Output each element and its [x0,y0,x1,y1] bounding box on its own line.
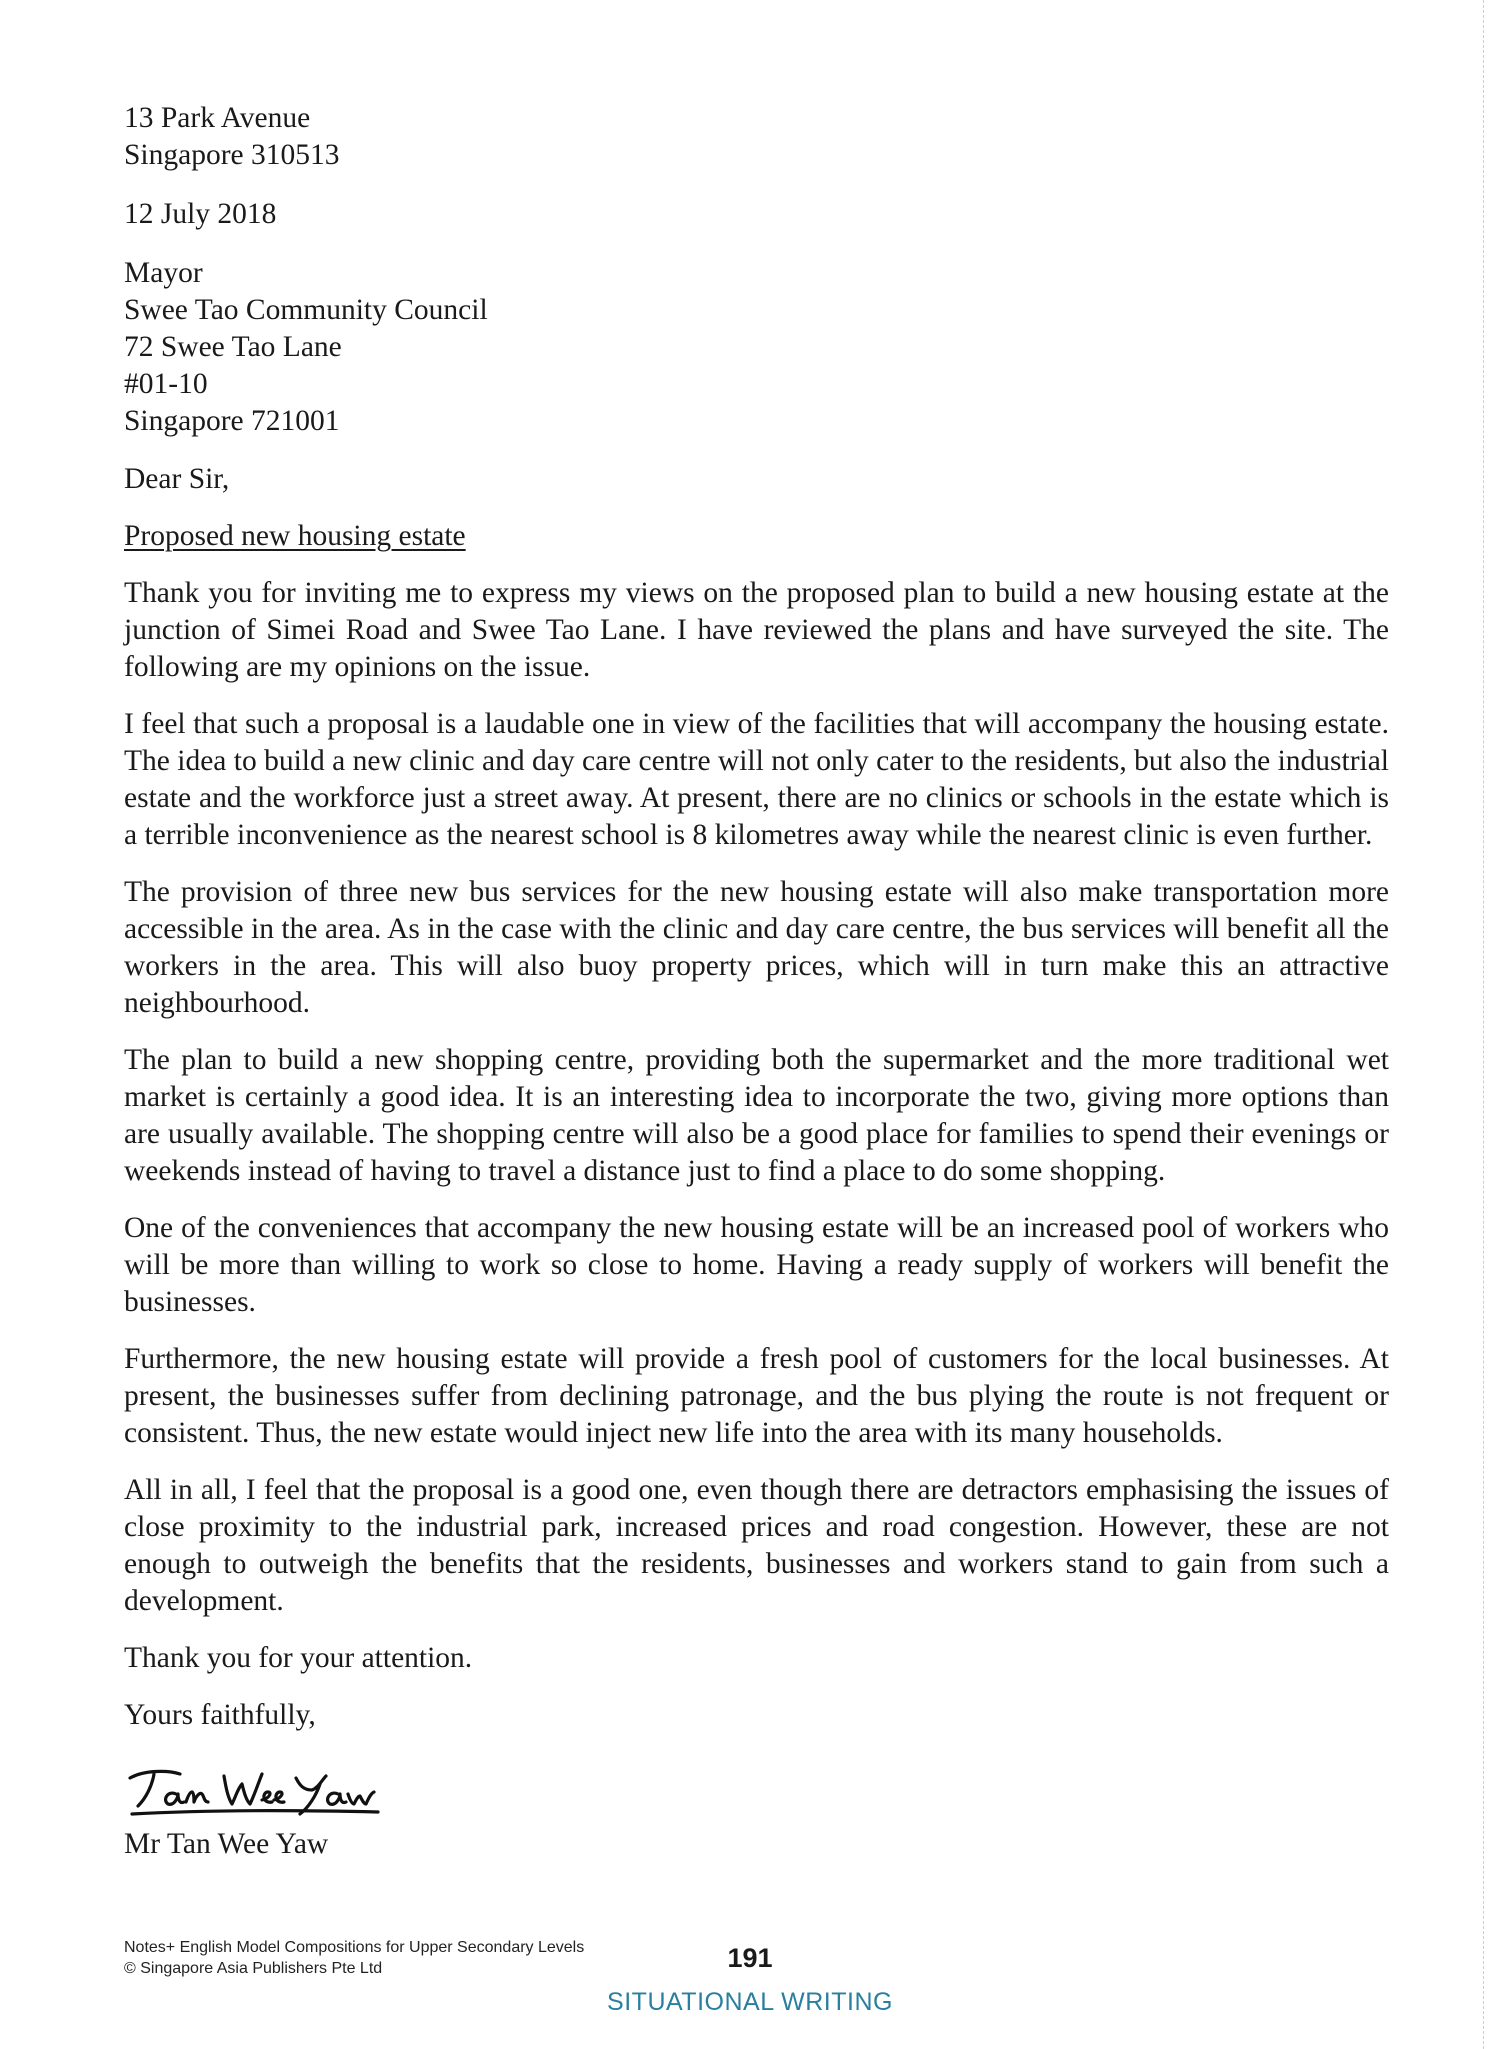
book-title: Notes+ English Model Compositions for Upper Secondary Levels [124,1939,585,1956]
page-number: 191 [727,1943,773,1973]
body-paragraph: One of the conveniences that accompany the new housing estate will be an increased pool of workers who will be more than willing to work so close to home. Having a ready supply of workers will benefit the businesses. [124,1212,1389,1318]
recipient-address [124,255,1389,440]
salutation: Dear Sir, [124,463,230,495]
closing-line: Thank you for your attention. [124,1642,473,1674]
recipient-address-line: Mayor [124,257,203,289]
body-paragraph: The plan to build a new shopping centre, providing both the supermarket and the more traditional wet market is certainly a good idea. It is an interesting idea to incorporate the two, giving more options than are usually available. The shopping centre will also be a good place for families to spend their evenings or weekends instead of having to travel a distance just to find a place to do some shopping. [124,1044,1389,1187]
body-paragraph: All in all, I feel that the proposal is a good one, even though there are detractors emphasising the issues of close proximity to the industrial park, increased prices and road congestion. However, these are not enough to outweigh the benefits that the residents, businesses and workers stand to gain from such a development. [124,1474,1389,1617]
recipient-address-line: #01-10 [124,368,208,400]
body-paragraph: I feel that such a proposal is a laudable one in view of the facilities that will accompany the housing estate. The idea to build a new clinic and day care centre will not only cater to the residents, but also the industrial estate and the workforce just a street away. At present, there are no clinics or schools in the estate which is a terrible inconvenience as the nearest school is 8 kilometres away while the nearest clinic is even further. [124,708,1389,851]
recipient-address-line: Swee Tao Community Council [124,294,488,326]
signature-icon [124,1756,384,1820]
sender-address [124,100,1389,174]
letter-date: 12 July 2018 [124,198,277,230]
handwritten-signature [124,1756,1389,1820]
letter [124,100,1389,1863]
page-edge-divider [1483,0,1484,2049]
sender-address-line: Singapore 310513 [124,139,340,171]
body-paragraph: Thank you for inviting me to express my views on the proposed plan to build a new housing estate at the junction of Simei Road and Swee Tao Lane. I have reviewed the plans and have surveyed the site. The following are my opinions on the issue. [124,577,1389,683]
subject-heading: Proposed new housing estate [124,520,466,552]
section-label: SITUATIONAL WRITING [607,1988,893,2016]
sender-address-line: 13 Park Avenue [124,102,311,134]
body-paragraph: Furthermore, the new housing estate will provide a fresh pool of customers for the local businesses. At present, the businesses suffer from declining patronage, and the bus plying the route is not frequent or consistent. Thus, the new estate would inject new life into the area with its many households. [124,1343,1389,1449]
copyright-line: © Singapore Asia Publishers Pte Ltd [124,1960,383,1977]
body-paragraph: The provision of three new bus services for the new housing estate will also make transportation more accessible in the area. As in the case with the clinic and day care centre, the bus services will benefit all the workers in the area. This will also buoy property prices, which will in turn make this an attractive neighbourhood. [124,876,1389,1019]
signer-name: Mr Tan Wee Yaw [124,1828,329,1860]
sign-off: Yours faithfully, [124,1699,316,1731]
recipient-address-line: 72 Swee Tao Lane [124,331,342,363]
recipient-address-line: Singapore 721001 [124,405,340,437]
